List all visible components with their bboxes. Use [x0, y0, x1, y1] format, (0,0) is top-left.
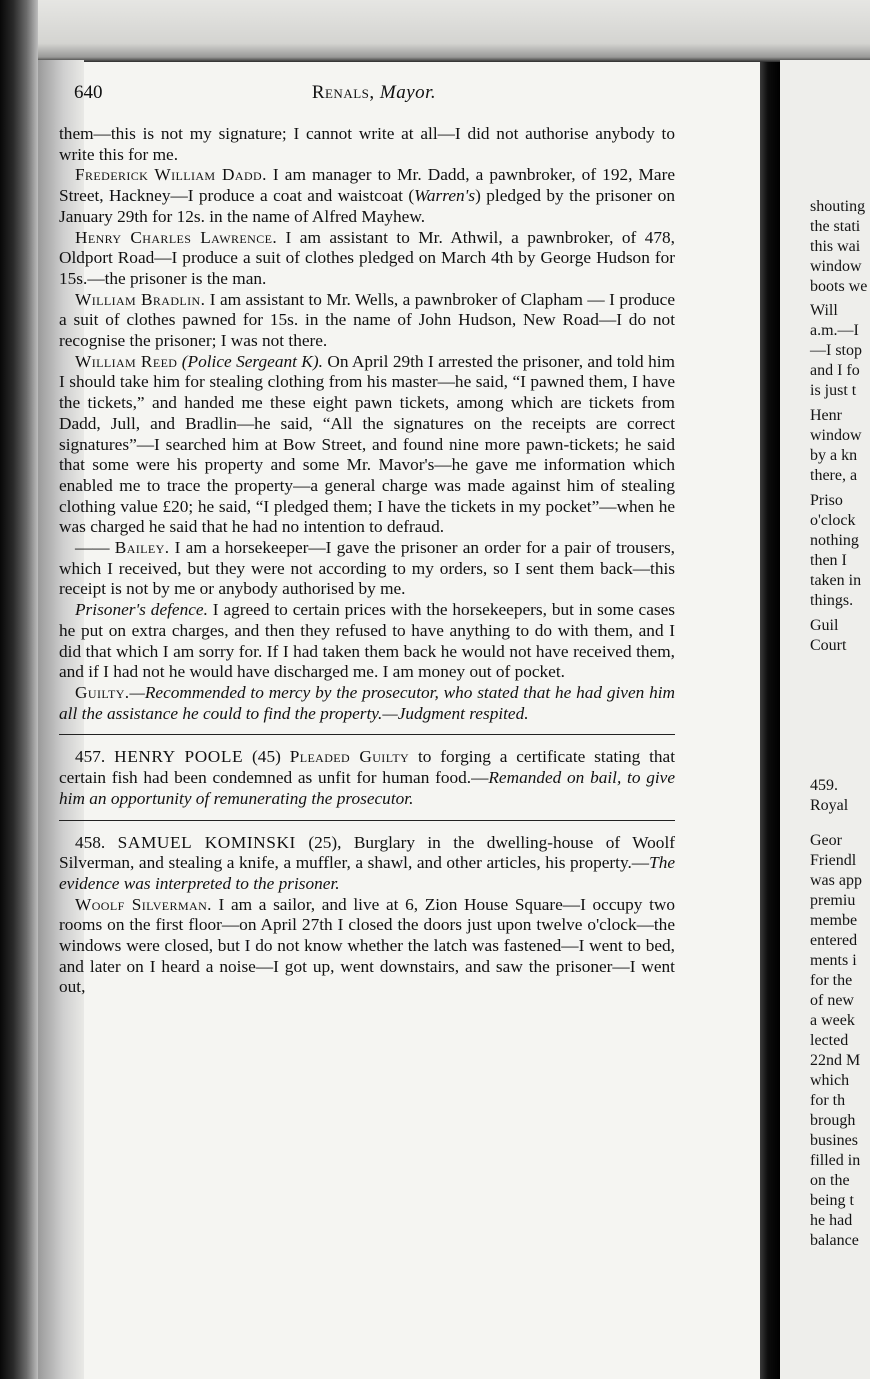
facing-page-line: there, a: [810, 467, 858, 484]
facing-page-line: filled in: [810, 1152, 861, 1169]
facing-page-line: on the: [810, 1172, 850, 1189]
paragraph-text: I am manager to Mr. Dadd, a pawnbroker, of 192, Mare Street, Hackney—I produce a coat and waistcoat (: [59, 165, 675, 206]
facing-page-line: premiu: [810, 892, 856, 909]
facing-page-line: Guil: [810, 617, 839, 634]
case-457: [59, 747, 675, 809]
facing-page-line: Will: [810, 302, 838, 319]
facing-page-line: Henr: [810, 407, 842, 424]
verdict-paragraph: [59, 683, 675, 724]
paragraph-text: (25), Burglary in the dwelling-house of Woolf Silverman, and stealing a knife, a muffler, a shawl, and other articles, his property.—: [59, 832, 675, 873]
facing-page-line: shouting: [810, 198, 866, 215]
witness-name: Bailey.: [114, 538, 170, 558]
facing-page-line: entered: [810, 932, 858, 949]
facing-page-line: boots we: [810, 278, 868, 295]
scan-top-edge: [0, 0, 870, 62]
name-dash: ——: [75, 538, 110, 558]
book-edge-left: [0, 0, 38, 1379]
case-458: [59, 833, 675, 895]
paragraph-text: On April 29th I arrested the prisoner, and told him I should take him for stealing clothing from his master—he said, “I pawned them, I have the tickets,” and handed me these eight pawn tickets, among which are tickets from Dadd, Jull, and Bradlin—he said, “All the signatures on the receipts are correct signatures”—I searched him at Bow Street, and found nine more pawn-tickets; he said that some were his property and some Mr. Mavor's—he gave me information which enabled me to trace the property—a general charge was made against him of stealing clothing value £20; he said, “I pledged them; I have the tickets in my pocket”—when he was charged he said that he had no intention to defraud.: [59, 351, 675, 537]
section-rule: [59, 820, 675, 821]
facing-page-line: being t: [810, 1192, 854, 1209]
facing-page-line: taken in: [810, 572, 862, 589]
facing-page-line: Priso: [810, 492, 843, 509]
running-title-office: Mayor.: [379, 82, 437, 103]
paragraph-italic: The evidence was interpreted to the prisoner.: [59, 853, 675, 893]
page-body: [59, 124, 675, 998]
witness-name: William Reed: [75, 351, 178, 371]
paragraph-text: I am a horsekeeper—I gave the prisoner an order for a pair of trousers, which I received, but they were not according to my orders, so I sent them back—this receipt is not by me or anybody authorised by me.: [59, 538, 675, 599]
witness-name: Frederick William Dadd.: [75, 165, 267, 185]
witness-paragraph: [59, 228, 675, 290]
facing-page-line: the stati: [810, 218, 861, 235]
plea: Pleaded Guilty: [289, 747, 410, 767]
facing-page-line: nothing: [810, 532, 859, 549]
facing-page-line: this wai: [810, 238, 861, 255]
case-number: 457.: [75, 747, 106, 767]
witness-paragraph: [59, 165, 675, 227]
facing-page-line: a week: [810, 1012, 855, 1029]
paragraph-italic: Prisoner's defence.: [75, 600, 208, 620]
facing-page-line: is just t: [810, 382, 857, 399]
paragraph-text: I agreed to certain prices with the horsekeepers, but in some cases he put on extra charges, and then they refused to have anything to do with them, and I did that which I am sorry for. If I had taken them back he would not have received them, and if I had not he would have discharged me. I am money out of pocket.: [59, 600, 675, 682]
paragraph-text: I am assistant to Mr. Athwil, a pawnbroker, of 478, Oldport Road—I produce a suit of clothes pledged on March 4th by George Hudson for 15s.—the prisoner is the man.: [59, 227, 676, 288]
defendant-age: (45): [243, 747, 290, 767]
witness-paragraph: [59, 352, 675, 538]
paragraph-text: I am a sailor, and live at 6, Zion House Square—I occupy two rooms on the first floor—on April 27th I closed the doors just upon twelve o'clock—the windows were closed, but I do not know whether the latch was fastened—I went to bed, and later on I heard a noise—I got up, went downstairs, and saw the prisoner—I went out,: [59, 894, 675, 997]
paragraph-text: them—this is not my signature; I cannot write at all—I did not authorise anybody to write this for me.: [59, 124, 675, 164]
facing-page-line: lected: [810, 1032, 849, 1049]
paragraph-italic: (Police Sergeant K).: [181, 351, 323, 371]
facing-page-line: 459.: [810, 777, 838, 794]
facing-page-line: Court: [810, 637, 847, 654]
defence-paragraph: [59, 600, 675, 683]
paragraph-italic: —Recommended to mercy by the prosecutor, who stated that he had given him all the assistance he could to find the property.—Judgment respited.: [59, 682, 675, 723]
facing-page-line: o'clock: [810, 512, 856, 529]
facing-page-line: window: [810, 427, 862, 444]
facing-page-line: a.m.—I: [810, 322, 859, 339]
facing-page-line: for th: [810, 1092, 846, 1109]
facing-page-line: Royal: [810, 797, 849, 814]
facing-page-line: and I fo: [810, 362, 860, 379]
running-title-name: Renals,: [311, 82, 375, 103]
facing-page-line: balance: [810, 1232, 859, 1249]
witness-name: William Bradlin.: [75, 289, 206, 309]
facing-page-line: brough: [810, 1112, 856, 1129]
facing-page-line: by a kn: [810, 447, 858, 464]
paragraph-italic: Warren's: [414, 186, 476, 206]
facing-page-line: for the: [810, 972, 853, 989]
defendant-name: HENRY POOLE: [114, 747, 244, 767]
paragraph: [59, 124, 675, 165]
case-number: 458.: [75, 832, 106, 852]
facing-page-line: —I stop: [810, 342, 862, 359]
page-number: 640: [74, 82, 103, 103]
section-rule: [59, 734, 675, 735]
witness-paragraph: [59, 538, 675, 600]
facing-page-line: he had: [810, 1212, 853, 1229]
facing-page-fragment: [780, 60, 870, 1379]
defendant-name: SAMUEL KOMINSKI: [117, 832, 296, 852]
facing-page-line: window: [810, 258, 862, 275]
facing-page-line: of new: [810, 992, 854, 1009]
verdict: Guilty.: [75, 682, 130, 702]
facing-page-line: busines: [810, 1132, 858, 1149]
facing-page-line: 22nd M: [810, 1052, 861, 1069]
facing-page-line: things.: [810, 592, 854, 609]
paragraph-text: ) pledged by the prisoner on January 29th for 12s. in the name of Alfred Mayhew.: [59, 186, 675, 226]
paragraph-text: to forging a certificate stating that certain fish had been condemned as unfit for human food.—: [59, 747, 676, 788]
facing-page-line: Geor: [810, 832, 842, 849]
paragraph-text: I am assistant to Mr. Wells, a pawnbroker of Clapham — I produce a suit of clothes pawned for 15s. in the name of John Hudson, New Road—I do not recognise the prisoner; I was not there.: [59, 289, 676, 351]
facing-page-line: which: [810, 1072, 850, 1089]
facing-page-line: was app: [810, 872, 862, 889]
book-gutter: [760, 62, 780, 1379]
witness-paragraph: [59, 895, 675, 999]
running-title: [74, 82, 674, 104]
facing-page-line: ments i: [810, 952, 857, 969]
facing-page-line: Friendl: [810, 852, 857, 869]
witness-name: Woolf Silverman.: [75, 894, 212, 914]
paragraph-italic: Remanded on bail, to give him an opportunity of remunerating the prosecutor.: [59, 768, 675, 808]
witness-name: Henry Charles Lawrence.: [75, 227, 278, 247]
page-header: [74, 82, 674, 110]
facing-page-line: then I: [810, 552, 847, 569]
witness-paragraph: [59, 290, 675, 352]
facing-page-line: membe: [810, 912, 858, 929]
